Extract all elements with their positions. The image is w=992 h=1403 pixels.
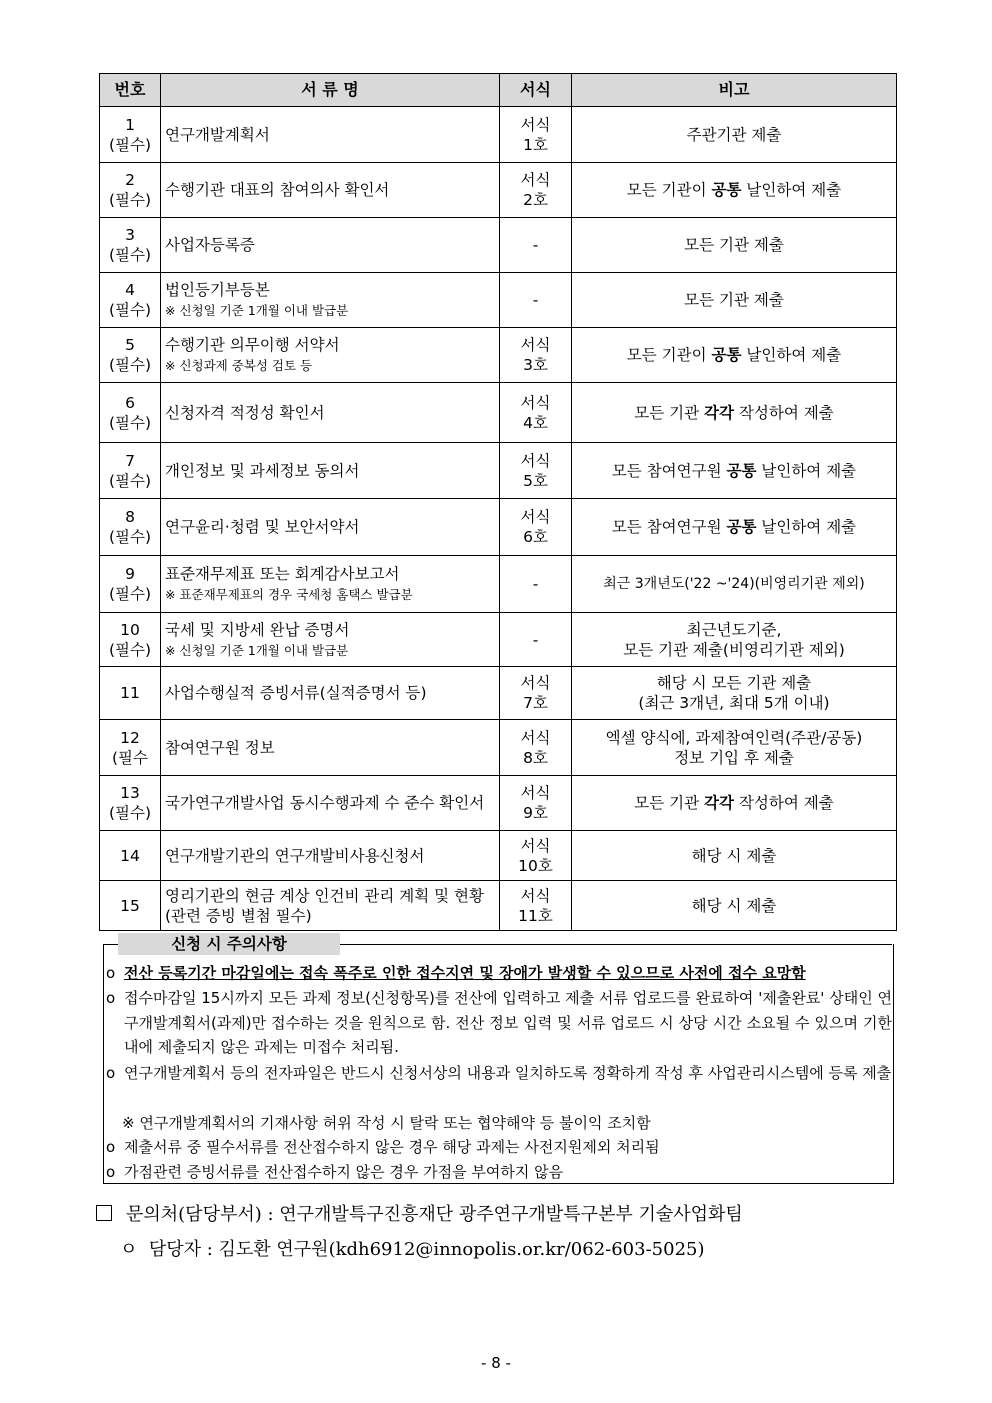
form-number: 7호 bbox=[523, 694, 548, 712]
contact-person bbox=[120, 1238, 705, 1262]
document-name: 개인정보 및 과세정보 동의서 bbox=[165, 461, 360, 480]
bullet: o bbox=[106, 964, 116, 982]
cell-number bbox=[100, 328, 161, 383]
form-number: 10호 bbox=[518, 856, 553, 875]
cell-document bbox=[161, 273, 500, 328]
row-number: 9 bbox=[125, 565, 135, 583]
document-name: 연구개발기관의 연구개발비사용신청서 bbox=[165, 846, 425, 865]
row-required: (필수) bbox=[108, 135, 152, 154]
form-label: - bbox=[532, 291, 539, 309]
cell-note bbox=[572, 328, 897, 383]
form-number: 11호 bbox=[518, 906, 553, 925]
form-label: - bbox=[532, 630, 539, 649]
cell-number bbox=[100, 831, 161, 881]
note-suffix: 작성하여 제출 bbox=[734, 794, 834, 812]
form-label: 서식 bbox=[520, 115, 551, 134]
cell-form bbox=[500, 443, 572, 499]
form-number: 5호 bbox=[523, 471, 548, 490]
cell-document bbox=[161, 328, 500, 383]
note-line-2: (최근 3개년, 최대 5개 이내) bbox=[638, 694, 830, 712]
document-name: 연구개발계획서 bbox=[165, 125, 270, 144]
contact-person-text: 담당자 : 김도환 연구원(kdh6912@innopolis.or.kr/062-603-5025) bbox=[148, 1239, 705, 1260]
contact-dept bbox=[96, 1203, 743, 1227]
document-name: 수행기관 의무이행 서약서 bbox=[165, 336, 340, 354]
row-required: (필수) bbox=[108, 413, 152, 432]
row-required: (필수) bbox=[108, 471, 152, 490]
cell-number bbox=[100, 383, 161, 443]
table-row bbox=[100, 776, 897, 831]
caution-item-2-text: 접수마감일 15시까지 모든 과제 정보(신청항목)를 전산에 입력하고 제출 서류 업로드를 완료하여 '제출완료' 상태인 연구개발계획서(과제)만 접수하는 것을 원칙으로 함. 전산 정보 입력 및 서류 업로드 시 상당 시간 소요될 수 있으며 기한 내에 제출되지 않은 과제는 미접수 처리됨. bbox=[124, 989, 892, 1056]
row-number: 7 bbox=[125, 451, 135, 470]
contact-dept-text: 문의처(담당부서) : 연구개발특구진흥재단 광주연구개발특구본부 기술사업화팀 bbox=[126, 1204, 743, 1225]
row-required: (필수) bbox=[108, 301, 152, 319]
cell-form bbox=[500, 218, 572, 273]
cell-note bbox=[572, 881, 897, 931]
note-suffix: 날인하여 제출 bbox=[741, 346, 842, 364]
cell-number bbox=[100, 720, 161, 776]
note-emphasis: 각각 bbox=[704, 403, 734, 422]
note-line-1: 해당 시 제출 bbox=[691, 846, 777, 865]
document-name: 참여연구원 정보 bbox=[165, 738, 275, 757]
note-emphasis: 공통 bbox=[726, 518, 757, 536]
row-required: (필수) bbox=[108, 640, 152, 659]
cell-note bbox=[572, 273, 897, 328]
table-row bbox=[100, 328, 897, 383]
cell-number bbox=[100, 107, 161, 163]
cell-number bbox=[100, 443, 161, 499]
note-prefix: 모든 기관이 bbox=[626, 346, 712, 364]
caution-item-4-text: 제출서류 중 필수서류를 전산접수하지 않은 경우 해당 과제는 사전지원제외 처리됨 bbox=[124, 1138, 660, 1156]
document-name: 국가연구개발사업 동시수행과제 수 준수 확인서 bbox=[165, 794, 485, 812]
document-name: 표준재무제표 또는 회계감사보고서 bbox=[165, 565, 400, 583]
form-number: 4호 bbox=[523, 413, 548, 432]
note-line-1: 엑셀 양식에, 과제참여인력(주관/공동) bbox=[605, 728, 863, 747]
note-suffix: 작성하여 제출 bbox=[734, 403, 834, 422]
row-number: 3 bbox=[125, 226, 135, 244]
header-name: 서 류 명 bbox=[161, 74, 500, 107]
cell-number bbox=[100, 499, 161, 556]
document-name: 사업자등록증 bbox=[165, 236, 255, 254]
cell-number bbox=[100, 881, 161, 931]
note-prefix: 모든 기관 bbox=[634, 794, 705, 812]
document-subnote: ※ 신청일 기준 1개월 이내 발급분 bbox=[165, 303, 349, 318]
caution-title: 신청 시 주의사항 bbox=[118, 933, 340, 955]
note-line-1: 모든 기관 제출 bbox=[684, 291, 784, 309]
note-line-1: 해당 시 제출 bbox=[691, 896, 777, 915]
cell-note bbox=[572, 613, 897, 667]
caution-item-5 bbox=[106, 1160, 892, 1185]
cell-note bbox=[572, 163, 897, 218]
table-row bbox=[100, 383, 897, 443]
form-label: 서식 bbox=[520, 171, 551, 189]
row-number: 4 bbox=[125, 281, 135, 299]
row-number: 10 bbox=[120, 620, 140, 639]
row-number: 8 bbox=[125, 508, 135, 526]
caution-item-5-text: 가점관련 증빙서류를 전산접수하지 않은 경우 가점을 부여하지 않음 bbox=[124, 1163, 564, 1181]
bullet: o bbox=[106, 989, 116, 1007]
row-required: (필수) bbox=[108, 246, 152, 264]
cell-number bbox=[100, 163, 161, 218]
cell-form bbox=[500, 107, 572, 163]
cell-number bbox=[100, 667, 161, 720]
cell-note bbox=[572, 499, 897, 556]
cell-note bbox=[572, 383, 897, 443]
note-line-1: 모든 기관 제출 bbox=[684, 236, 784, 254]
caution-item-3-text: 연구개발계획서 등의 전자파일은 반드시 신청서상의 내용과 일치하도록 정확하게 작성 후 사업관리시스템에 등록 제출 bbox=[124, 1064, 892, 1082]
cell-note bbox=[572, 556, 897, 613]
row-number: 14 bbox=[120, 846, 140, 865]
table-row bbox=[100, 218, 897, 273]
cell-document bbox=[161, 499, 500, 556]
cell-note bbox=[572, 831, 897, 881]
form-number: 2호 bbox=[523, 191, 548, 209]
bullet: ㅇ bbox=[120, 1239, 138, 1260]
cell-number bbox=[100, 613, 161, 667]
note-emphasis: 각각 bbox=[704, 794, 734, 812]
table-row bbox=[100, 163, 897, 218]
row-number: 1 bbox=[125, 115, 135, 134]
form-number: 3호 bbox=[523, 356, 548, 374]
document-subnote: ※ 표준재무제표의 경우 국세청 홈택스 발급분 bbox=[165, 587, 413, 602]
cell-form bbox=[500, 383, 572, 443]
cell-number bbox=[100, 776, 161, 831]
cell-document bbox=[161, 556, 500, 613]
cell-form bbox=[500, 499, 572, 556]
header-form: 서식 bbox=[500, 74, 572, 107]
note-emphasis: 공통 bbox=[726, 461, 757, 480]
document-name: 국세 및 지방세 완납 증명서 bbox=[165, 620, 350, 639]
cell-form bbox=[500, 720, 572, 776]
table-row bbox=[100, 831, 897, 881]
form-label: - bbox=[532, 575, 539, 593]
cell-form bbox=[500, 831, 572, 881]
cell-document bbox=[161, 776, 500, 831]
row-number: 5 bbox=[125, 336, 135, 354]
caution-item-3 bbox=[106, 1061, 892, 1086]
form-label: 서식 bbox=[520, 728, 551, 747]
table-header-row bbox=[100, 74, 897, 107]
table-row bbox=[100, 720, 897, 776]
form-label: 서식 bbox=[520, 336, 551, 354]
row-required: (필수) bbox=[108, 528, 152, 546]
form-number: 1호 bbox=[523, 135, 548, 154]
cell-note bbox=[572, 776, 897, 831]
row-number: 6 bbox=[125, 393, 135, 412]
bullet: o bbox=[106, 1138, 116, 1156]
header-num: 번호 bbox=[100, 74, 161, 107]
cell-document bbox=[161, 163, 500, 218]
document-subnote: ※ 신청과제 중복성 검토 등 bbox=[165, 358, 313, 373]
form-number: 9호 bbox=[523, 804, 548, 822]
cell-note bbox=[572, 720, 897, 776]
cell-document bbox=[161, 881, 500, 931]
cell-document bbox=[161, 720, 500, 776]
form-label: 서식 bbox=[520, 393, 551, 412]
row-number: 15 bbox=[120, 896, 140, 915]
row-required: (필수) bbox=[108, 804, 152, 822]
cell-note bbox=[572, 107, 897, 163]
document-subnote: ※ 신청일 기준 1개월 이내 발급분 bbox=[165, 642, 349, 658]
table-row bbox=[100, 556, 897, 613]
note-suffix: 날인하여 제출 bbox=[756, 461, 857, 480]
note-suffix: 날인하여 제출 bbox=[741, 181, 842, 199]
cell-number bbox=[100, 556, 161, 613]
cell-document bbox=[161, 443, 500, 499]
row-number: 2 bbox=[125, 171, 135, 189]
note-prefix: 모든 기관이 bbox=[626, 181, 712, 199]
row-required: (필수) bbox=[108, 191, 152, 209]
table-row bbox=[100, 667, 897, 720]
form-label: 서식 bbox=[520, 674, 551, 692]
caution-note: ※ 연구개발계획서의 기재사항 허위 작성 시 탈락 또는 협약해약 등 불이익 조치함 bbox=[122, 1114, 651, 1132]
cell-form bbox=[500, 556, 572, 613]
caution-item-4 bbox=[106, 1135, 892, 1160]
note-line-2: 모든 기관 제출(비영리기관 제외) bbox=[623, 640, 845, 659]
cell-document bbox=[161, 613, 500, 667]
bullet: o bbox=[106, 1163, 116, 1181]
note-line-1: 최근 3개년도('22 ~'24)(비영리기관 제외) bbox=[603, 576, 865, 592]
cell-form bbox=[500, 163, 572, 218]
cell-note bbox=[572, 667, 897, 720]
table-row bbox=[100, 273, 897, 328]
note-line-2: 정보 기입 후 제출 bbox=[674, 748, 794, 767]
note-line-1: 최근년도기준, bbox=[686, 620, 782, 639]
documents-table bbox=[99, 73, 897, 931]
cell-form bbox=[500, 613, 572, 667]
document-name: 수행기관 대표의 참여의사 확인서 bbox=[165, 181, 390, 199]
row-number: 13 bbox=[120, 784, 140, 802]
caution-item-1-text: 전산 등록기간 마감일에는 접속 폭주로 인한 접수지연 및 장애가 발생할 수 있으므로 사전에 접수 요망함 bbox=[124, 964, 806, 982]
form-label: 서식 bbox=[520, 451, 551, 470]
note-prefix: 모든 참여연구원 bbox=[611, 518, 727, 536]
cell-note bbox=[572, 443, 897, 499]
note-prefix: 모든 참여연구원 bbox=[611, 461, 727, 480]
note-emphasis: 공통 bbox=[711, 181, 742, 199]
cell-number bbox=[100, 273, 161, 328]
cell-note bbox=[572, 218, 897, 273]
table-row bbox=[100, 613, 897, 667]
note-line-1: 해당 시 모든 기관 제출 bbox=[656, 674, 812, 692]
page-number: - 8 - bbox=[481, 1354, 511, 1372]
cell-document bbox=[161, 383, 500, 443]
form-label: 서식 bbox=[520, 836, 551, 855]
row-required: (필수) bbox=[108, 356, 152, 374]
cell-form bbox=[500, 328, 572, 383]
cell-number bbox=[100, 218, 161, 273]
cell-document bbox=[161, 831, 500, 881]
bullet: o bbox=[106, 1064, 116, 1082]
caution-item-1 bbox=[106, 961, 892, 986]
cell-form bbox=[500, 776, 572, 831]
cell-document bbox=[161, 667, 500, 720]
document-name: 영리기관의 현금 계상 인건비 관리 계획 및 현황(관련 증빙 별첨 필수) bbox=[165, 886, 484, 925]
cell-document bbox=[161, 107, 500, 163]
form-number: 6호 bbox=[523, 528, 548, 546]
document-name: 연구윤리·청렴 및 보안서약서 bbox=[165, 518, 360, 536]
note-emphasis: 공통 bbox=[711, 346, 742, 364]
table-row bbox=[100, 107, 897, 163]
table-row bbox=[100, 443, 897, 499]
form-label: 서식 bbox=[520, 784, 551, 802]
document-name: 사업수행실적 증빙서류(실적증명서 등) bbox=[165, 684, 427, 702]
row-required: (필수) bbox=[108, 585, 152, 603]
form-label: - bbox=[532, 236, 539, 254]
row-number: 11 bbox=[120, 684, 140, 702]
checkbox-square-icon bbox=[96, 1205, 112, 1221]
row-number: 12 bbox=[120, 728, 140, 747]
header-note: 비고 bbox=[572, 74, 897, 107]
note-prefix: 모든 기관 bbox=[634, 403, 705, 422]
note-suffix: 날인하여 제출 bbox=[756, 518, 857, 536]
cell-document bbox=[161, 218, 500, 273]
cell-form bbox=[500, 881, 572, 931]
form-number: 8호 bbox=[523, 748, 548, 767]
table-row bbox=[100, 499, 897, 556]
caution-item-2 bbox=[106, 986, 892, 1060]
row-required: (필수 bbox=[112, 748, 148, 767]
table-row bbox=[100, 881, 897, 931]
cell-form bbox=[500, 667, 572, 720]
document-name: 법인등기부등본 bbox=[165, 281, 270, 299]
form-label: 서식 bbox=[520, 508, 551, 526]
form-label: 서식 bbox=[520, 886, 551, 905]
cell-form bbox=[500, 273, 572, 328]
note-line-1: 주관기관 제출 bbox=[686, 125, 782, 144]
document-name: 신청자격 적정성 확인서 bbox=[165, 403, 325, 422]
